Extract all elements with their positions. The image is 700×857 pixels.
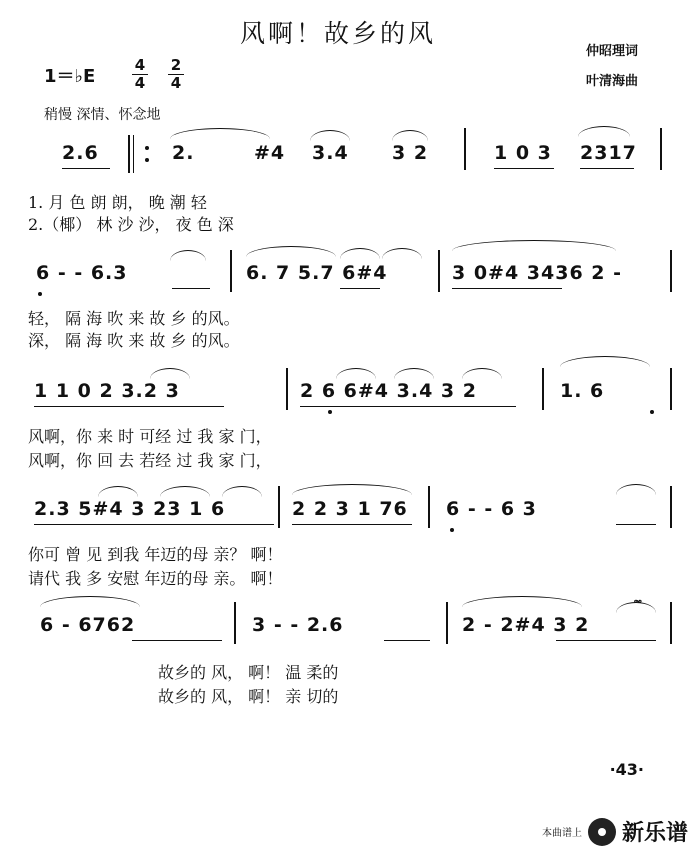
barline <box>286 368 288 410</box>
slur <box>310 130 350 141</box>
note-group: 2 - 2#4 3 2 <box>462 614 590 636</box>
note-group: 2 2 3 1 76 <box>292 498 408 520</box>
note-group: 2317 <box>580 142 637 164</box>
tempo-marking: 稍慢 深情、怀念地 <box>44 107 161 123</box>
slur <box>222 486 262 497</box>
barline <box>428 486 430 528</box>
barline <box>670 250 672 292</box>
octave-dot <box>38 292 42 296</box>
note-group: 6 - 6762 <box>40 614 136 636</box>
record-disc-icon <box>588 818 616 846</box>
slur <box>246 246 336 257</box>
slur <box>336 368 376 379</box>
beam-underline <box>616 524 656 525</box>
slur <box>160 486 210 497</box>
song-title: 风啊！故乡的风 <box>240 19 437 48</box>
lyric-verse-1: 风啊，你 来 时 可经 过 我 家 门， <box>28 427 272 446</box>
beam-underline <box>452 288 562 289</box>
note-group: 3 2 <box>392 142 429 164</box>
lyric-verse-1: 轻， 隔 海 吹 来 故 乡 的风。 <box>28 309 240 328</box>
beam-underline <box>132 640 222 641</box>
page-number: ·43· <box>609 760 644 779</box>
octave-dot <box>450 528 454 532</box>
slur <box>462 368 502 379</box>
barline <box>234 602 236 644</box>
beam-underline <box>580 168 634 169</box>
lyric-verse-2: 深， 隔 海 吹 来 故 乡 的风。 <box>28 331 240 350</box>
barline <box>438 250 440 292</box>
note-group: 6 - - 6.3 <box>36 262 128 284</box>
barline <box>670 602 672 644</box>
slur <box>578 126 630 137</box>
note-group: 6. 7 5.7 6#4 <box>246 262 388 284</box>
octave-dot <box>650 410 654 414</box>
repeat-barline-thin <box>133 135 134 173</box>
beam-underline <box>556 640 656 641</box>
lyric-verse-1: 1. 月 色 朗 朗， 晚 潮 轻 <box>28 193 207 212</box>
lyric-verse-2: 请代 我 多 安慰 年迈的母 亲。 啊！ <box>28 569 283 588</box>
time-signature-2-4: 2 4 <box>168 58 184 91</box>
note-group: 2.3 5#4 3 23 1 6 <box>34 498 226 520</box>
note-group: 1 1 0 2 3.2 3 <box>34 380 180 402</box>
barline <box>464 128 466 170</box>
note-group: 1 0 3 <box>494 142 552 164</box>
beam-underline <box>384 640 430 641</box>
beam-underline <box>292 524 412 525</box>
slur <box>394 368 434 379</box>
note-group: 2. <box>172 142 195 164</box>
mordent-ornament: 𝆗 <box>634 592 642 608</box>
slur <box>170 128 270 139</box>
slur <box>98 486 138 497</box>
beam-underline <box>62 168 110 169</box>
slur <box>150 368 190 379</box>
barline <box>670 486 672 528</box>
octave-dot <box>328 410 332 414</box>
slur <box>170 250 206 261</box>
key-signature: 1＝♭E <box>44 66 96 87</box>
note-group: #4 <box>254 142 286 164</box>
composer-credit: 叶清海曲 <box>586 74 639 89</box>
lyric-verse-2: 2.（椰） 林 沙 沙， 夜 色 深 <box>28 215 234 234</box>
lyric-verse-2: 风啊，你 回 去 若经 过 我 家 门， <box>28 451 272 470</box>
beam-underline <box>172 288 210 289</box>
barline <box>670 368 672 410</box>
barline <box>660 128 662 170</box>
repeat-dot <box>145 146 149 150</box>
slur <box>560 356 650 367</box>
barline <box>542 368 544 410</box>
slur <box>616 484 656 495</box>
beam-underline <box>494 168 554 169</box>
repeat-barline <box>128 135 130 173</box>
note-group: 2.6 <box>62 142 99 164</box>
barline <box>278 486 280 528</box>
note-group: 3 0#4 3436 2 - <box>452 262 623 284</box>
barline <box>446 602 448 644</box>
slur <box>292 484 412 495</box>
watermark <box>542 816 688 847</box>
note-group: 1. 6 <box>560 380 605 402</box>
slur <box>462 596 582 607</box>
note-group: 3 - - 2.6 <box>252 614 344 636</box>
slur <box>452 240 616 251</box>
lyric-verse-2: 故乡的 风， 啊！ 亲 切的 <box>158 687 339 706</box>
beam-underline <box>34 406 224 407</box>
slur <box>40 596 140 607</box>
note-group: 3.4 <box>312 142 349 164</box>
note-group: 2 6 6#4 3.4 3 2 <box>300 380 477 402</box>
watermark-brand: 新乐谱 <box>621 821 688 846</box>
beam-underline <box>340 288 380 289</box>
slur <box>392 130 428 141</box>
repeat-dot <box>145 158 149 162</box>
lyricist-credit: 仲昭理词 <box>586 44 639 59</box>
lyric-verse-1: 故乡的 风， 啊！ 温 柔的 <box>158 663 339 682</box>
beam-underline <box>34 524 274 525</box>
beam-underline <box>300 406 516 407</box>
lyric-verse-1: 你可 曾 见 到我 年迈的母 亲？ 啊！ <box>28 545 283 564</box>
slur <box>340 248 380 259</box>
note-group: 6 - - 6 3 <box>446 498 537 520</box>
slur <box>382 248 422 259</box>
watermark-prefix: 本曲谱上 <box>541 828 582 839</box>
time-signature-4-4: 4 4 <box>132 58 148 91</box>
barline <box>230 250 232 292</box>
